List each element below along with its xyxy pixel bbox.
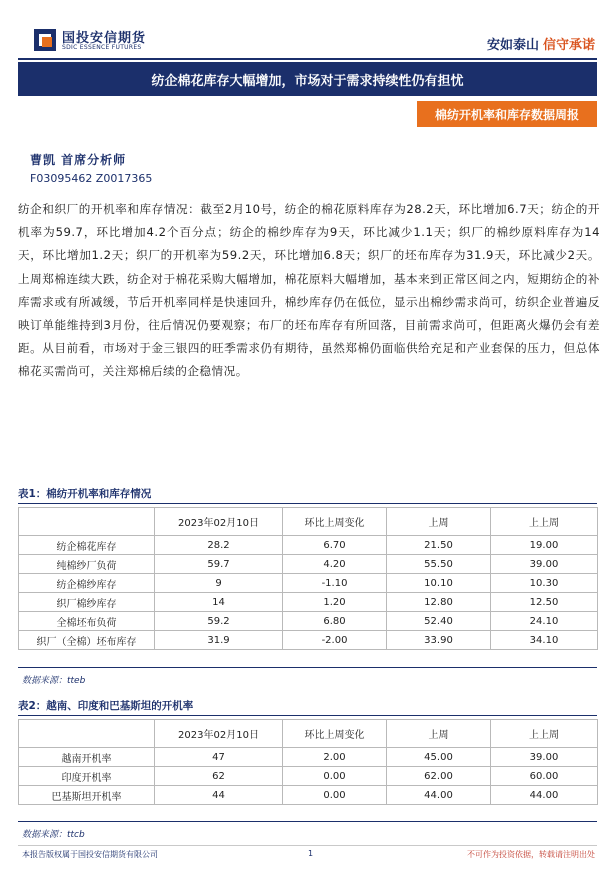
table-cell: 6.80 <box>283 612 387 631</box>
table-cell: 44.00 <box>387 786 491 805</box>
footer-rule <box>18 845 597 846</box>
report-banner: 纺企棉花库存大幅增加，市场对于需求持续性仍有担忧 <box>18 62 597 96</box>
table-cell: 31.9 <box>155 631 283 650</box>
table-cell: 28.2 <box>155 536 283 555</box>
page-number: 1 <box>308 849 314 858</box>
table-header-cell: 环比上周变化 <box>283 720 387 748</box>
table-cell: 59.2 <box>155 612 283 631</box>
table-cell: 47 <box>155 748 283 767</box>
analyst-cert-ids: F03095462 Z0017365 <box>30 172 153 185</box>
table-row <box>19 574 598 593</box>
table-cell: 10.10 <box>387 574 491 593</box>
table1-open-rate-inventory <box>18 507 598 650</box>
row-label: 越南开机率 <box>19 748 155 767</box>
row-label: 纯棉纱厂负荷 <box>19 555 155 574</box>
table-row <box>19 555 598 574</box>
table-header-row <box>19 508 598 536</box>
company-logo-icon <box>33 28 57 52</box>
table-row <box>19 631 598 650</box>
slogan-part-1: 安如泰山 <box>486 38 539 53</box>
logo-english-name: SDIC ESSENCE FUTURES <box>62 44 142 51</box>
table-cell: 1.20 <box>283 593 387 612</box>
table1-source: 数据来源：tteb <box>22 676 86 686</box>
table-cell: 24.10 <box>491 612 598 631</box>
table-cell: 2.00 <box>283 748 387 767</box>
header-rule <box>18 58 597 60</box>
table-cell: 4.20 <box>283 555 387 574</box>
table-header-cell: 上上周 <box>491 720 598 748</box>
slogan <box>487 34 595 53</box>
table2-title-rule <box>18 715 597 716</box>
table-header-cell <box>19 720 155 748</box>
table1-bottom-rule <box>18 667 597 668</box>
table2-source: 数据来源：ttcb <box>22 830 85 840</box>
row-label: 织厂（全棉）坯布库存 <box>19 631 155 650</box>
table-row <box>19 612 598 631</box>
table-cell: 21.50 <box>387 536 491 555</box>
report-body-text: 纺企和织厂的开机率和库存情况：截至2月10号，纺企的棉花原料库存为28.2天，环比增加6.7天；纺企的开机率为59.7，环比增加4.2个百分点；纺企的棉纱库存为9天，环比减少1.1天；织厂的棉纱原料库存为14天，环比增加1.2天；织厂的开机率为59.2天，环比增加6.8天；织厂的坯布库存为31.9天，环比减少2天。上周郑棉连续大跌，纺企对于棉花采购大幅增加，棉花原料大幅增加，基本来到正常区间之内，短期纺企的补库需求或有所减缓，节后开机率同样是快速回升，棉纱库存仍在低位，显示出棉纱需求尚可，纺织企业普遍反映订单能维持到3月份，往后情况仍要观察；布厂的坯布库存有所回落，目前需求尚可，但距离火爆仍会有差距。从目前看，市场对于金三银四的旺季需求仍有期待，虽然郑棉仍面临供给充足和产业套保的压力，但总体棉花买需尚可，关注郑棉后续的企稳情况。 <box>18 202 600 379</box>
logo-name: 国投安信期货 <box>62 31 147 46</box>
table-cell: 0.00 <box>283 786 387 805</box>
table-header-cell: 2023年02月10日 <box>155 508 283 536</box>
table1-title: 表1：棉纺开机率和库存情况 <box>18 488 152 500</box>
table-cell: 39.00 <box>491 748 598 767</box>
table-row <box>19 748 598 767</box>
table-cell: -2.00 <box>283 631 387 650</box>
table-cell: 62.00 <box>387 767 491 786</box>
table-cell: 12.50 <box>491 593 598 612</box>
table-cell: 14 <box>155 593 283 612</box>
slogan-part-2: 信守承诺 <box>542 38 595 53</box>
footer-disclaimer: 不可作为投资依据，转载请注明出处 <box>467 850 595 859</box>
analyst-name: 曹凯 首席分析师 <box>30 153 127 167</box>
footer-copyright: 本报告版权属于国投安信期货有限公司 <box>22 850 158 859</box>
table-cell: 19.00 <box>491 536 598 555</box>
table-header-row <box>19 720 598 748</box>
table-row <box>19 536 598 555</box>
table-cell: 44.00 <box>491 786 598 805</box>
row-label: 巴基斯坦开机率 <box>19 786 155 805</box>
table1-title-rule <box>18 503 597 504</box>
table-cell: 55.50 <box>387 555 491 574</box>
table-cell: 12.80 <box>387 593 491 612</box>
table-header-cell: 2023年02月10日 <box>155 720 283 748</box>
table2-title: 表2：越南、印度和巴基斯坦的开机率 <box>18 700 194 712</box>
table-cell: 62 <box>155 767 283 786</box>
table-header-cell: 上周 <box>387 508 491 536</box>
row-label: 纺企棉纱库存 <box>19 574 155 593</box>
table-cell: 39.00 <box>491 555 598 574</box>
table-row <box>19 593 598 612</box>
row-label: 印度开机率 <box>19 767 155 786</box>
table2-country-open-rate <box>18 719 598 805</box>
table2-bottom-rule <box>18 821 597 822</box>
table-cell: 10.30 <box>491 574 598 593</box>
table-cell: 34.10 <box>491 631 598 650</box>
table-cell: 59.7 <box>155 555 283 574</box>
table-cell: 44 <box>155 786 283 805</box>
table-cell: 60.00 <box>491 767 598 786</box>
row-label: 纺企棉花库存 <box>19 536 155 555</box>
table-cell: 45.00 <box>387 748 491 767</box>
table-cell: -1.10 <box>283 574 387 593</box>
table-header-cell: 上周 <box>387 720 491 748</box>
table-cell: 9 <box>155 574 283 593</box>
table-header-cell: 环比上周变化 <box>283 508 387 536</box>
row-label: 全棉坯布负荷 <box>19 612 155 631</box>
table-header-cell <box>19 508 155 536</box>
table-row <box>19 767 598 786</box>
row-label: 织厂棉纱库存 <box>19 593 155 612</box>
table-cell: 0.00 <box>283 767 387 786</box>
table-cell: 52.40 <box>387 612 491 631</box>
table-header-cell: 上上周 <box>491 508 598 536</box>
table-cell: 33.90 <box>387 631 491 650</box>
report-type-tag: 棉纺开机率和库存数据周报 <box>417 101 597 127</box>
table-cell: 6.70 <box>283 536 387 555</box>
table-row <box>19 786 598 805</box>
